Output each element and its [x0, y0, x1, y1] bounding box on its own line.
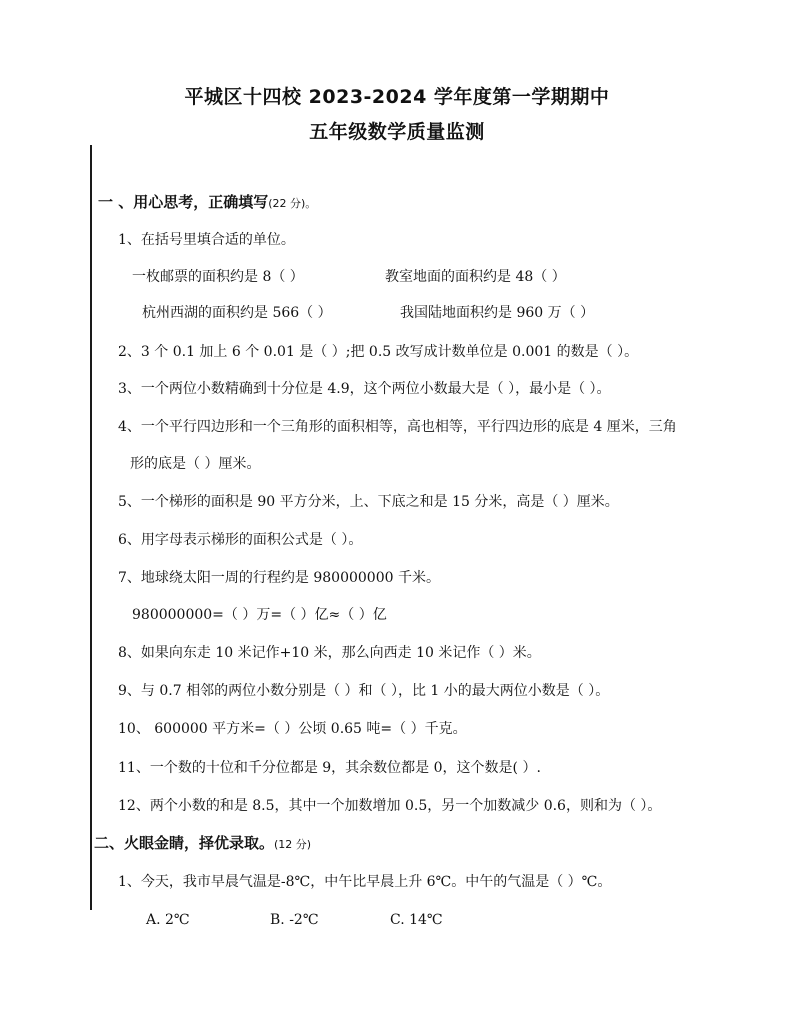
question-1: 1、在括号里填合适的单位。: [118, 232, 295, 248]
option-c: C. 14℃: [390, 912, 443, 928]
question-1-item-d: 我国陆地面积约是 960 万（ ）: [400, 305, 595, 321]
question-1-item-c: 杭州西湖的面积约是 566（ ）: [142, 305, 332, 321]
question-2: 2、3 个 0.1 加上 6 个 0.01 是（ ）;把 0.5 改写成计数单位是 0.001 的数是（ ）。: [118, 344, 639, 360]
question-12: 12、两个小数的和是 8.5，其中一个加数增加 0.5，另一个加数减少 0.6，则和为（ ）。: [118, 798, 662, 814]
option-a: A. 2℃: [146, 912, 190, 928]
exam-title: 平城区十四校 2023-2024 学年度第一学期期中: [184, 86, 610, 108]
binding-margin-line: [90, 145, 92, 910]
question-7-line-2: 980000000=（ ）万=（ ）亿≈（ ）亿: [132, 607, 387, 623]
question-8: 8、如果向东走 10 米记作+10 米，那么向西走 10 米记作（ ）米。: [118, 645, 541, 661]
question-1-item-a: 一枚邮票的面积约是 8（ ）: [132, 269, 304, 285]
section-1-title: 一 、用心思考，正确填写: [98, 193, 269, 211]
question-4-line-2: 形的底是（ ）厘米。: [130, 456, 261, 472]
question-4-line-1: 4、一个平行四边形和一个三角形的面积相等，高也相等，平行四边形的底是 4 厘米，三角: [118, 419, 677, 435]
section-2-heading: [94, 833, 311, 855]
question-7-line-1: 7、地球绕太阳一周的行程约是 980000000 千米。: [118, 570, 440, 586]
option-b: B. -2℃: [270, 912, 319, 928]
question-3: 3、一个两位小数精确到十分位是 4.9，这个两位小数最大是（ ），最小是（ ）。: [118, 381, 611, 397]
section-2-question-1: 1、今天，我市早晨气温是-8℃，中午比早晨上升 6℃。中午的气温是（ ）℃。: [118, 874, 612, 890]
question-9: 9、与 0.7 相邻的两位小数分别是（ ）和（ ），比 1 小的最大两位小数是（ ）。: [118, 683, 610, 699]
section-2-score: (12 分): [274, 838, 312, 851]
section-1-score: (22 分)。: [268, 197, 317, 210]
question-1-item-b: 教室地面的面积约是 48（ ）: [385, 269, 566, 285]
question-5: 5、一个梯形的面积是 90 平方分米，上、下底之和是 15 分米，高是（ ）厘米。: [118, 494, 619, 510]
question-11: 11、一个数的十位和千分位都是 9，其余数位都是 0，这个数是( ）.: [118, 760, 541, 776]
exam-subtitle: 五年级数学质量监测: [309, 121, 485, 143]
section-1-heading: [98, 192, 316, 214]
question-6: 6、用字母表示梯形的面积公式是（ ）。: [118, 532, 363, 548]
section-2-title: 二、火眼金睛，择优录取。: [94, 834, 275, 852]
question-10: 10、 600000 平方米=（ ）公顷 0.65 吨=（ ）千克。: [118, 721, 467, 737]
